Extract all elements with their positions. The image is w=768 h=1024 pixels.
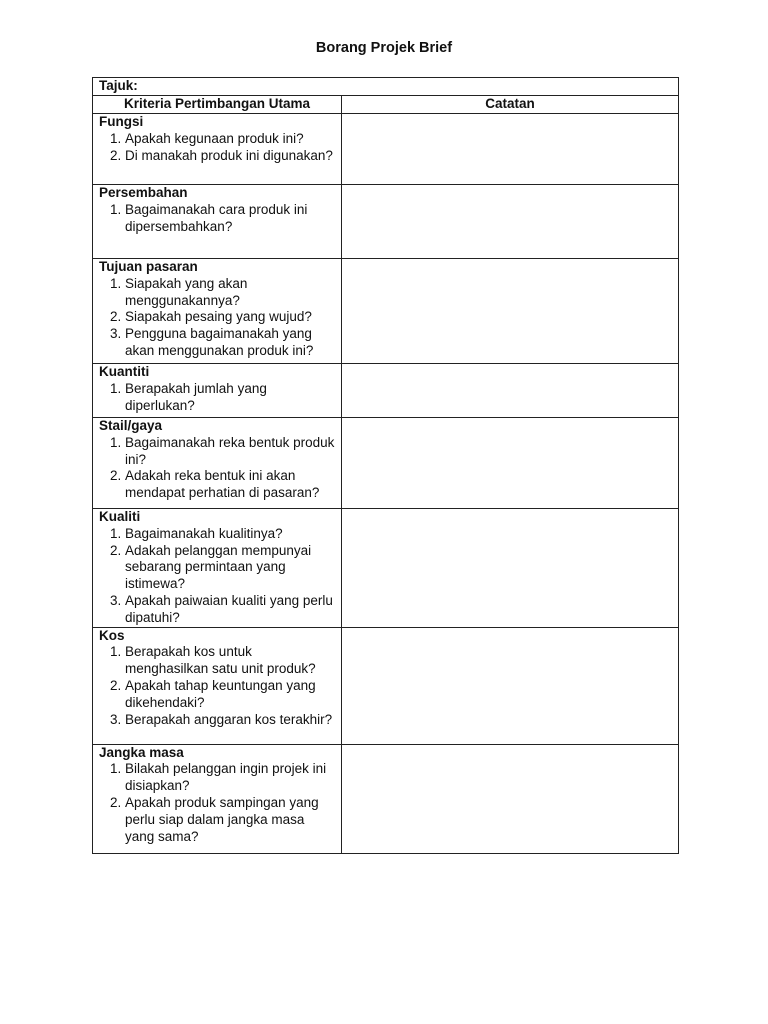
- question-item: 3. Apakah paiwaian kualiti yang perlu dipatuhi?: [125, 593, 335, 627]
- question-item: 1. Berapakah jumlah yang diperlukan?: [125, 381, 335, 415]
- section-title: Kuantiti: [99, 364, 150, 379]
- section-row-persembahan: [93, 185, 679, 259]
- criteria-cell: [93, 509, 342, 628]
- question-item: 1. Bagaimanakah kualitinya?: [125, 526, 335, 543]
- section-row-stail-gaya: [93, 418, 679, 509]
- question-item: 2. Adakah pelanggan mempunyai sebarang permintaan yang istimewa?: [125, 543, 335, 593]
- criteria-cell: [93, 744, 342, 853]
- question-item: 3. Pengguna bagaimanakah yang akan menggunakan produk ini?: [125, 326, 335, 360]
- notes-cell-jangka-masa[interactable]: [342, 744, 679, 853]
- question-item: 1. Apakah kegunaan produk ini?: [125, 131, 335, 148]
- question-item: 1. Berapakah kos untuk menghasilkan satu unit produk?: [125, 644, 335, 678]
- question-list: [99, 526, 335, 627]
- criteria-cell: [93, 418, 342, 509]
- section-title: Stail/gaya: [99, 418, 163, 433]
- notes-cell-kualiti[interactable]: [342, 509, 679, 628]
- question-item: 2. Apakah produk sampingan yang perlu siap dalam jangka masa yang sama?: [125, 795, 335, 845]
- section-row-kuantiti: [93, 364, 679, 418]
- question-list: [99, 761, 335, 845]
- question-item: 1. Bilakah pelanggan ingin projek ini disiapkan?: [125, 761, 335, 795]
- page-title: Borang Projek Brief: [315, 40, 453, 56]
- tajuk-row: [93, 78, 679, 96]
- section-title: Jangka masa: [99, 744, 184, 760]
- notes-cell-kos[interactable]: [342, 627, 679, 744]
- question-list: [99, 381, 335, 415]
- notes-cell-tujuan-pasaran[interactable]: [342, 259, 679, 364]
- question-item: 1. Bagaimanakah cara produk ini dipersembahkan?: [125, 202, 335, 236]
- section-row-kos: [93, 627, 679, 744]
- question-item: 2. Di manakah produk ini digunakan?: [125, 148, 335, 165]
- project-brief-table: [92, 77, 679, 854]
- section-title: Tujuan pasaran: [99, 259, 198, 274]
- notes-cell-fungsi[interactable]: [342, 114, 679, 185]
- section-title: Kualiti: [99, 509, 141, 524]
- tajuk-label: Tajuk:: [99, 78, 138, 93]
- criteria-cell: [93, 114, 342, 185]
- section-row-kualiti: [93, 509, 679, 628]
- question-item: 2. Apakah tahap keuntungan yang dikehendaki?: [125, 678, 335, 712]
- notes-cell-kuantiti[interactable]: [342, 364, 679, 418]
- criteria-cell: [93, 364, 342, 418]
- question-list: [99, 202, 335, 236]
- criteria-header: Kriteria Pertimbangan Utama: [93, 96, 342, 114]
- question-item: 1. Siapakah yang akan menggunakannya?: [125, 276, 335, 310]
- criteria-cell: [93, 259, 342, 364]
- section-title: Persembahan: [99, 185, 188, 200]
- question-list: [99, 435, 335, 502]
- question-item: 2. Adakah reka bentuk ini akan mendapat perhatian di pasaran?: [125, 468, 335, 502]
- question-item: 1. Bagaimanakah reka bentuk produk ini?: [125, 435, 335, 469]
- section-title: Fungsi: [99, 114, 144, 129]
- section-row-tujuan-pasaran: [93, 259, 679, 364]
- tajuk-field[interactable]: [93, 78, 679, 96]
- question-list: [99, 131, 335, 165]
- section-row-jangka-masa: [93, 744, 679, 853]
- question-item: 3. Berapakah anggaran kos terakhir?: [125, 712, 335, 729]
- question-list: [99, 276, 335, 360]
- section-row-fungsi: [93, 114, 679, 185]
- section-title: Kos: [99, 627, 125, 643]
- criteria-cell: [93, 627, 342, 744]
- criteria-cell: [93, 185, 342, 259]
- notes-cell-stail-gaya[interactable]: [342, 418, 679, 509]
- notes-header: Catatan: [342, 96, 679, 114]
- notes-cell-persembahan[interactable]: [342, 185, 679, 259]
- question-item: 2. Siapakah pesaing yang wujud?: [125, 309, 335, 326]
- header-row: [93, 96, 679, 114]
- question-list: [99, 644, 335, 728]
